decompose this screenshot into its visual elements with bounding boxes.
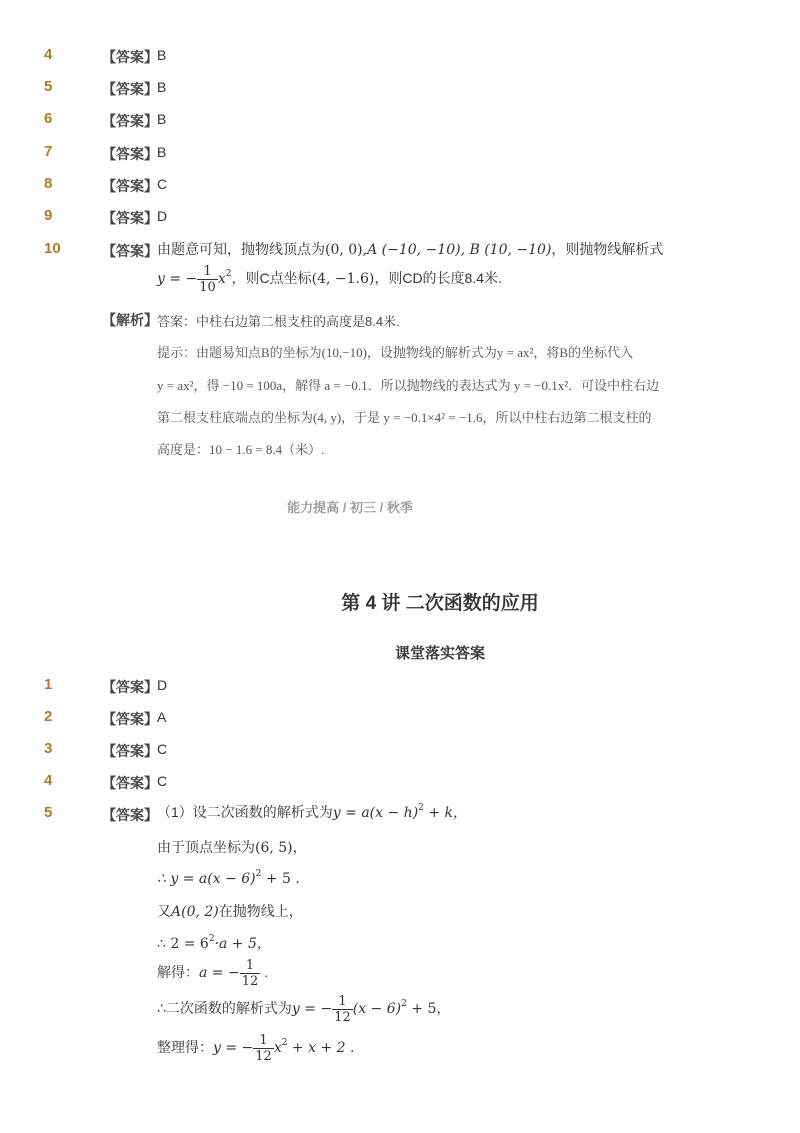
lecture-title: 第 4 讲 二次函数的应用 (341, 593, 539, 614)
q5-line-3 (157, 869, 300, 887)
q5-l4-prefix: 又 (157, 903, 171, 919)
fraction (253, 1033, 274, 1064)
answer-value: B (157, 47, 167, 63)
vertex-coord: (0, 0), (325, 242, 368, 258)
q5-l3-tail: + 5 . (261, 871, 300, 887)
question-number: 5 (44, 78, 53, 95)
q5-l7-math: y = − (291, 1001, 333, 1018)
q5-l8-tail: + x + 2 . (287, 1040, 355, 1057)
hint-line: 第二根支柱底端点的坐标为(4, y)，于是 y = −0.1×4² = −1.6，所以中柱右边第二根支柱的 (157, 410, 652, 425)
question-number: 4 (44, 46, 53, 63)
answer-tag: 【答案】 (102, 178, 158, 194)
point-a: A (−10, −10) (367, 242, 461, 258)
parabola-eq-prefix: y = − (157, 271, 198, 288)
q5-l6-tail: . (260, 964, 269, 981)
question-number: 5 (44, 804, 53, 821)
q5-line-6 (157, 958, 268, 989)
fraction (197, 264, 218, 295)
q5-line-1 (157, 802, 467, 822)
q10-line2-suffix: ，则CD的长度8.4米. (374, 270, 502, 287)
answer-tag: 【答案】 (102, 81, 158, 97)
question-number: 7 (44, 143, 53, 160)
analysis-tag: 【解析】 (102, 312, 158, 328)
q5-l2-prefix: 由于顶点坐标为 (157, 839, 255, 855)
answer-tag: 【答案】 (102, 49, 158, 65)
page-footer: 能力提高 / 初三 / 秋季 (287, 500, 413, 515)
question-number: 8 (44, 175, 53, 192)
fraction-numerator: 1 (240, 958, 261, 974)
question-number: 10 (44, 240, 61, 257)
answer-value: C (157, 773, 168, 789)
q5-l4-tail: 在抛物线上， (218, 903, 303, 919)
fraction-denominator: 12 (255, 1049, 272, 1064)
q5-l7-exp: 2 (401, 999, 407, 1010)
q5-l1-prefix: （1）设二次函数的解析式为 (157, 804, 333, 820)
fraction-denominator: 12 (241, 974, 259, 989)
q5-line-2 (157, 837, 307, 857)
q5-l6-prefix: 解得： (157, 964, 199, 981)
q5-line-7 (157, 994, 450, 1025)
q5-l8-x: x (273, 1040, 282, 1057)
q5-l8-exp: 2 (281, 1038, 288, 1049)
answer-tag: 【答案】 (102, 113, 158, 129)
q10-line2-mid: ，则C点坐标 (231, 270, 312, 287)
question-number: 9 (44, 207, 53, 224)
answer-tag: 【答案】 (102, 243, 158, 259)
q5-line-4 (157, 901, 303, 921)
eq-x: x (217, 271, 226, 288)
answer-value: B (157, 144, 167, 160)
question-number: 2 (44, 708, 53, 725)
answer-tag: 【答案】 (102, 679, 158, 695)
q5-l3-exp: 2 (255, 869, 262, 879)
hint-line: 高度是：10 − 1.6 = 8.4（米）. (157, 442, 325, 457)
q5-line-5 (157, 933, 271, 953)
hint-line: 提示：由题易知点B的坐标为(10,−10)，设抛物线的解析式为y = ax²，将B的坐标代入 (157, 345, 634, 360)
eq-exponent: 2 (225, 269, 232, 280)
answer-tag: 【答案】 (102, 743, 158, 759)
fraction (240, 958, 261, 989)
fraction (332, 994, 353, 1025)
fraction-numerator: 1 (253, 1033, 274, 1049)
question-number: 3 (44, 740, 53, 757)
answer-tag: 【答案】 (102, 146, 158, 162)
answer-value: D (157, 677, 168, 693)
q5-line-8 (157, 1033, 354, 1064)
q10-line-1 (157, 239, 663, 259)
q5-l4-math: A(0, 2) (171, 904, 219, 920)
answer-tag: 【答案】 (102, 807, 158, 823)
answer-value: D (157, 208, 168, 224)
q5-l7-prefix: ∴二次函数的解析式为 (157, 1000, 292, 1017)
q10-line1-prefix: 由题意可知，抛物线顶点为 (157, 241, 325, 257)
q5-l5-exp: 2 (208, 934, 215, 944)
analysis-first-line: 答案：中柱右边第二根支柱的高度是8.4米. (157, 314, 400, 329)
answer-value: C (157, 741, 168, 757)
answer-tag: 【答案】 (102, 775, 158, 791)
answer-value: C (157, 176, 168, 192)
hint-line: y = ax²，得 −10 = 100a，解得 a = −0.1．所以抛物线的表达式为 y = −0.1x²．可设中柱右边 (157, 378, 660, 393)
q5-l7-tail: + 5， (406, 1001, 451, 1018)
q5-l2-math: (6, 5)， (255, 840, 307, 856)
answer-tag: 【答案】 (102, 210, 158, 226)
fraction-denominator: 12 (334, 1010, 351, 1025)
question-number: 1 (44, 676, 53, 693)
answer-tag: 【答案】 (102, 711, 158, 727)
point-b: , B (10, −10) (460, 242, 552, 258)
fraction-denominator: 10 (199, 280, 216, 295)
question-number: 4 (44, 772, 53, 789)
q10-line1-suffix: ，则抛物线解析式 (551, 241, 664, 257)
q5-l3-math: ∴ y = a(x − 6) (157, 871, 256, 887)
q5-l5-tail: ·a + 5， (214, 936, 271, 952)
q5-l8-prefix: 整理得： (157, 1039, 213, 1056)
q5-l1-tail: + k， (423, 805, 468, 821)
answer-value: B (157, 111, 167, 127)
q10-line-2 (157, 264, 502, 295)
c-coord: (4, −1.6) (311, 271, 375, 288)
q5-l1-exp: 2 (418, 803, 424, 813)
section-title: 课堂落实答案 (394, 645, 485, 662)
answer-value: A (157, 709, 167, 725)
q5-l1-math: y = a(x − h) (332, 805, 419, 821)
answer-value: B (157, 79, 167, 95)
q5-l7-mid: (x − 6) (352, 1001, 402, 1018)
q5-l8-math: y = − (213, 1040, 254, 1057)
fraction-numerator: 1 (332, 994, 353, 1010)
question-number: 6 (44, 110, 53, 127)
q5-l6-math: a = − (199, 965, 240, 982)
fraction-numerator: 1 (197, 264, 218, 280)
q5-l5-math: ∴ 2 = 6 (157, 936, 209, 952)
